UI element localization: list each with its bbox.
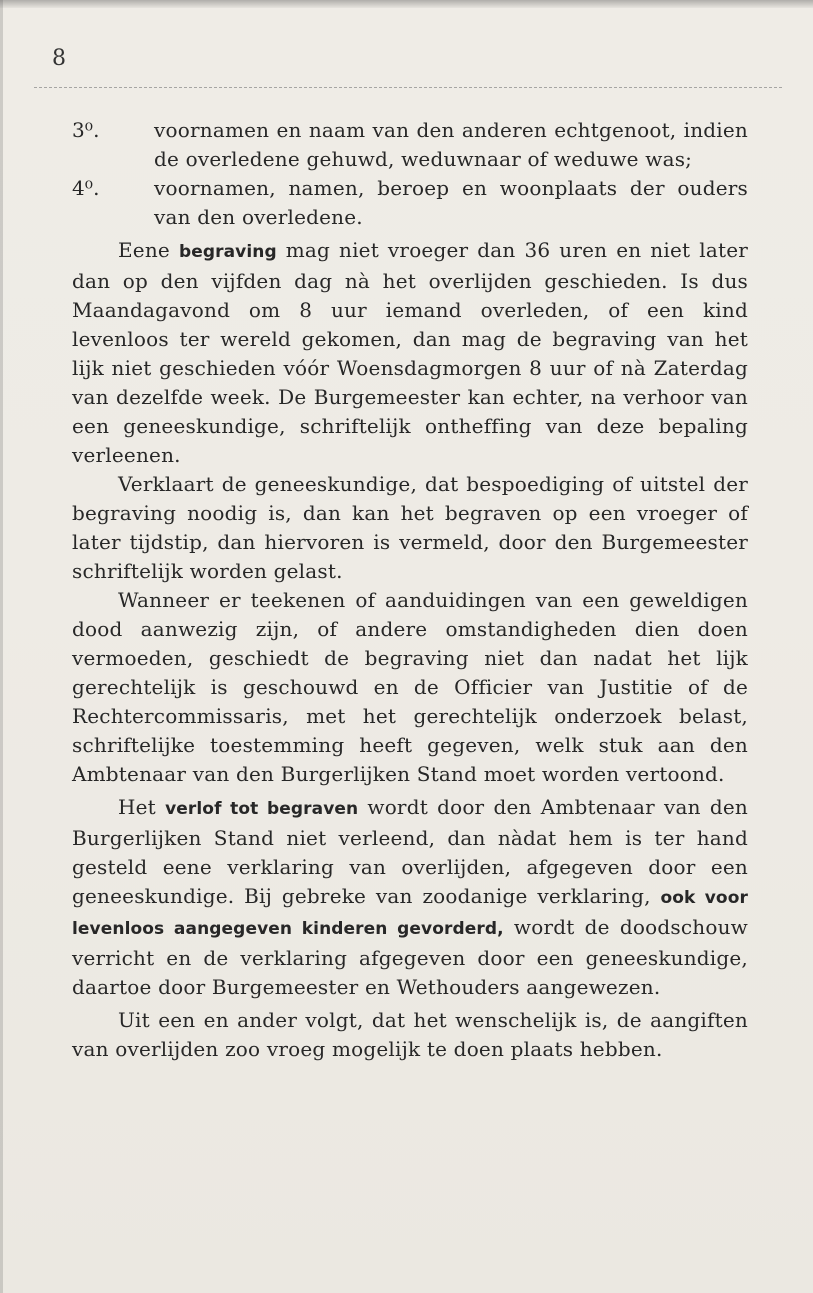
bold-term: ook voor levenloos aangegeven kinderen gevorderd, — [72, 888, 748, 939]
body-text — [72, 116, 748, 1064]
list-item-number: 3⁰. — [72, 118, 100, 142]
paper-left-edge — [0, 0, 3, 1293]
paragraph-bespoediging: Verklaart de geneeskundige, dat bespoediging of uitstel der begraving noodig is, dan kan het begraven op een vroeger of later tijdstip, dan hiervoren is vermeld, door den Burgemeester schriftelijk worden gelast. — [72, 472, 748, 583]
list-item-text: voornamen, namen, beroep en woonplaats der ouders van den overledene. — [154, 176, 748, 229]
paragraph-verlof-tot-begraven — [72, 793, 748, 1002]
paragraph-geweldigen-dood: Wanneer er teekenen of aanduidingen van een geweldigen dood aanwezig zijn, of andere omstandigheden dien doen vermoeden, geschiedt de begraving niet dan nadat het lijk gerechtelijk is geschouwd en de Officier van Justitie of de Rechtercommissaris, met het gerechtelijk onderzoek belast, schriftelijke toestemming heeft gegeven, welk stuk aan den Ambtenaar van den Burgerlijken Stand moet worden vertoond. — [72, 588, 748, 786]
list-item-number: 4⁰. — [72, 176, 100, 200]
paragraph-text: wordt de doodschouw verricht en de verklaring afgegeven door een geneeskundige, daartoe door Burgemeester en Wethouders aangewezen. — [72, 915, 748, 999]
bold-term: verlof tot begraven — [165, 799, 359, 819]
paragraph-text: wordt door den Ambtenaar van den Burgerlijken Stand niet verleend, dan nàdat hem is ter hand gesteld eene verklaring van overlijden, afgegeven door een geneeskundige. Bij gebreke van zoodanige verklaring, — [72, 795, 748, 908]
list-item-4 — [72, 174, 748, 232]
paragraph-text: Het — [118, 795, 166, 819]
list-item-text: voornamen en naam van den anderen echtgenoot, indien de overledene gehuwd, weduwnaar of weduwe was; — [154, 118, 748, 171]
bold-term: begraving — [178, 242, 277, 262]
paragraph-text: mag niet vroeger dan 36 uren en niet later dan op den vijfden dag nà het overlijden geschieden. Is dus Maandagavond om 8 uur iemand overleden, of een kind levenloos ter wereld gekomen, dan mag de begraving van het lijk niet geschieden vóór Woensdagmorgen 8 uur of nà Zaterdag van dezelfde week. De Burgemeester kan echter, na verhoor van een geneeskundige, schriftelijk ontheffing van deze bepaling verleenen. — [72, 238, 748, 467]
page-number: 8 — [52, 46, 66, 71]
paragraph-begraving — [72, 236, 748, 470]
header-rule — [34, 87, 782, 88]
list-item-3 — [72, 116, 748, 174]
paper-top-edge — [0, 0, 813, 8]
paragraph-text: Eene — [118, 238, 179, 262]
paragraph-conclusie: Uit een en ander volgt, dat het wenschelijk is, de aangiften van overlijden zoo vroeg mogelijk te doen plaats hebben. — [72, 1008, 748, 1061]
